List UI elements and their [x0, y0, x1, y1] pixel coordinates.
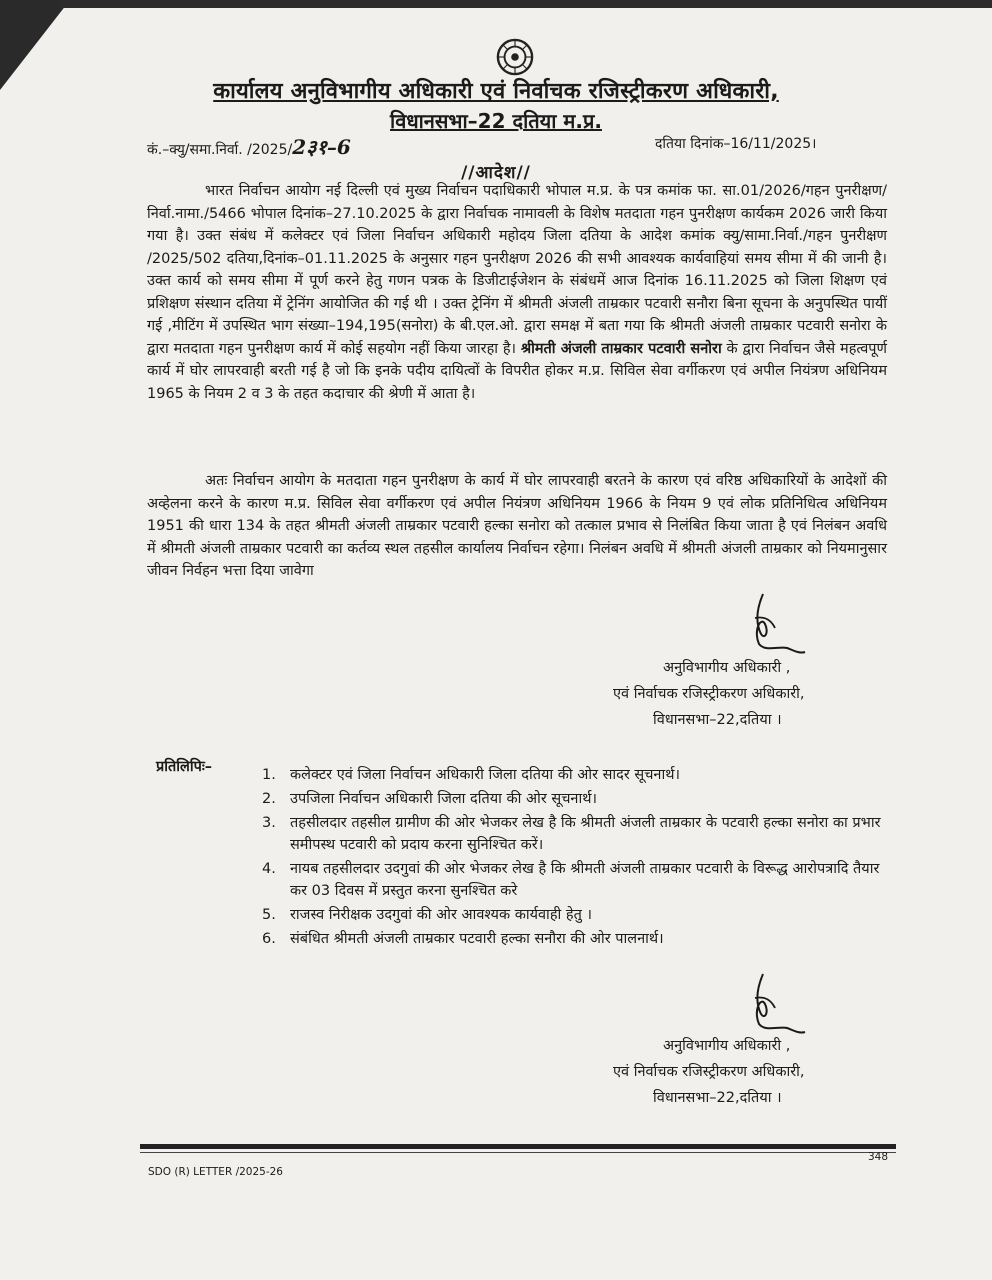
page-number: 348 — [868, 1151, 889, 1163]
signatory-constituency: विधानसभा–22,दतिया । — [653, 1090, 782, 1106]
paragraph-2-text: अतः निर्वाचन आयोग के मतदाता गहन पुनरीक्षण के कार्य में घोर लापरवाही बरतने के कारण एवं वरिष्ठ अधिकारियों के आदेशों की अव्हेलना करने के कारण म.प्र. सिविल सेवा वर्गीकरण एवं अपील नियंत्रण अधिनियम 1966 के नियम 9 एवं लोक प्रतिनिधित्व अधिनियम 1951 की धारा 134 के तहत श्रीमती अंजली ताम्रकार पटवारी हल्का सनोरा को तत्काल प्रभाव से निलंबित किया जाता है एवं निलंबन अवधि में श्रीमती अंजली ताम्रकार पटवारी का कर्तव्य स्थल तहसील कार्यालय निर्वाचन रहेगा। निलंबन अवधि में श्रीमती अंजली ताम्रकार को नियमानुसार जीवन निर्वहन भत्ता दिया जावेगा — [147, 473, 887, 579]
reference-prefix: कं.–क्यु/समा.निर्वा. /2025/ — [147, 142, 293, 158]
office-title: कार्यालय अनुविभागीय अधिकारी एवं निर्वाचक रजिस्ट्रीकरण अधिकारी, — [213, 79, 779, 104]
paragraph-1-bold-name: श्रीमती अंजली ताम्रकार पटवारी सनोरा — [520, 340, 722, 357]
signature-scribble — [735, 968, 815, 1038]
signatory-title: अनुविभागीय अधिकारी , — [663, 660, 791, 676]
list-item: 4. नायब तहसीलदार उदगुवां की ओर भेजकर लेख है कि श्रीमती अंजली ताम्रकार पटवारी के विरूद्ध आरोपत्रादि तैयार कर 03 दिवस में प्रस्तुत करना सुनश्चित करे — [262, 861, 880, 899]
signatory-title: अनुविभागीय अधिकारी , — [663, 1038, 791, 1054]
paragraph-1-text-a: भारत निर्वाचन आयोग नई दिल्ली एवं मुख्य निर्वाचन पदाधिकारी भोपाल म.प्र. के पत्र कमांक फा. सा.01/2026/गहन पुनरीक्षण/निर्वा.नामा./5466 भोपाल दिनांक–27.10.2025 के द्वारा निर्वाचक नामावली के विशेष मतदाता गहन पुनरीक्षण कार्यकम 2026 जारी किया गया है। उक्त संबंध में कलेक्टर एवं जिला निर्वाचन अधिकारी महोदय जिला दतिया के आदेश कमांक क्यु/सामा.निर्वा./गहन पुनरीक्षण /2025/502 दतिया,दिनांक–01.11.2025 के अनुसार गहन पुनरीक्षण 2026 की सभी आवश्यक कार्यवाहियां समय सीमा में की जानी है। उक्त कार्य को समय सीमा में पूर्ण करने हेतु गणन पत्रक के डिजीटाईजेशन के संबंधमें आज दिनांक 16.11.2025 को जिला शिक्षण एवं प्रशिक्षण संस्थान दतिया में ट्रेनिंग आयोजित की गई थी । उक्त ट्रेनिंग में श्रीमती अंजली ताम्रकार पटवारी सनौरा बिना सूचना के अनुपस्थित पायीं गई ,मीटिंग में उपस्थित भाग संख्या–194,195(सनोरा) के बी.एल.ओ. द्वारा समक्ष में बता गया कि श्रीमती अंजली ताम्रकार पटवारी सनोरा के द्वारा मतदाता गहन पुनरीक्षण कार्य में कोई सहयोग नहीं किया जारहा है। — [147, 183, 887, 357]
footer-reference: SDO (R) LETTER /2025-26 — [148, 1166, 283, 1178]
signature-scribble — [735, 588, 815, 658]
signatory-constituency: विधानसभा–22,दतिया । — [653, 712, 782, 728]
signatory-designation: एवं निर्वाचक रजिस्ट्रीकरण अधिकारी, — [613, 686, 805, 702]
order-paragraph-2 — [147, 470, 887, 583]
order-heading: //आदेश// — [461, 163, 531, 183]
emblem-icon — [496, 38, 534, 76]
issue-date: दतिया दिनांक–16/11/2025। — [655, 136, 817, 152]
list-item: 6. संबंधित श्रीमती अंजली ताम्रकार पटवारी हल्का सनौरा की ओर पालनार्थ। — [262, 931, 664, 947]
list-item: 3. तहसीलदार तहसील ग्रामीण की ओर भेजकर लेख है कि श्रीमती अंजली ताम्रकार के पटवारी हल्का सनोरा का प्रभार समीपस्थ पटवारी को प्रदाय करना सुनिश्चित करें। — [262, 815, 881, 853]
top-edge — [60, 0, 992, 8]
paragraph-1-text-b: के द्वारा निर्वाचन जैसे महत्वपूर्ण कार्य में घोर लापरवाही बरती गई है जो कि इनके पदीय दायित्वों के विपरीत होकर म.प्र. सिविल सेवा वर्गीकरण एवं अपील नियंत्रण अधिनियम 1965 के नियम 2 व 3 के तहत कदाचार की श्रेणी में आता है। — [147, 340, 888, 402]
list-item: 5. राजस्व निरीक्षक उदगुवां की ओर आवश्यक कार्यवाही हेतु । — [262, 907, 592, 923]
reference-number — [147, 133, 351, 160]
signature-block-1 — [613, 655, 805, 733]
order-paragraph-1 — [147, 180, 887, 405]
list-item: 1. कलेक्टर एवं जिला निर्वाचन अधिकारी जिला दतिया की ओर सादर सूचनार्थ। — [262, 767, 680, 783]
signature-block-2 — [613, 1033, 805, 1111]
footer-rule-thick — [140, 1144, 896, 1149]
signatory-designation: एवं निर्वाचक रजिस्ट्रीकरण अधिकारी, — [613, 1064, 805, 1080]
copy-to-heading: प्रतिलिपिः– — [156, 759, 213, 775]
handwritten-number: 2३१–6 — [292, 135, 351, 159]
office-subtitle: विधानसभा–22 दतिया म.प्र. — [390, 109, 602, 133]
footer-rule-thin — [140, 1152, 896, 1153]
list-item: 2. उपजिला निर्वाचन अधिकारी जिला दतिया की ओर सूचनार्थ। — [262, 791, 597, 807]
copy-list — [262, 764, 892, 952]
